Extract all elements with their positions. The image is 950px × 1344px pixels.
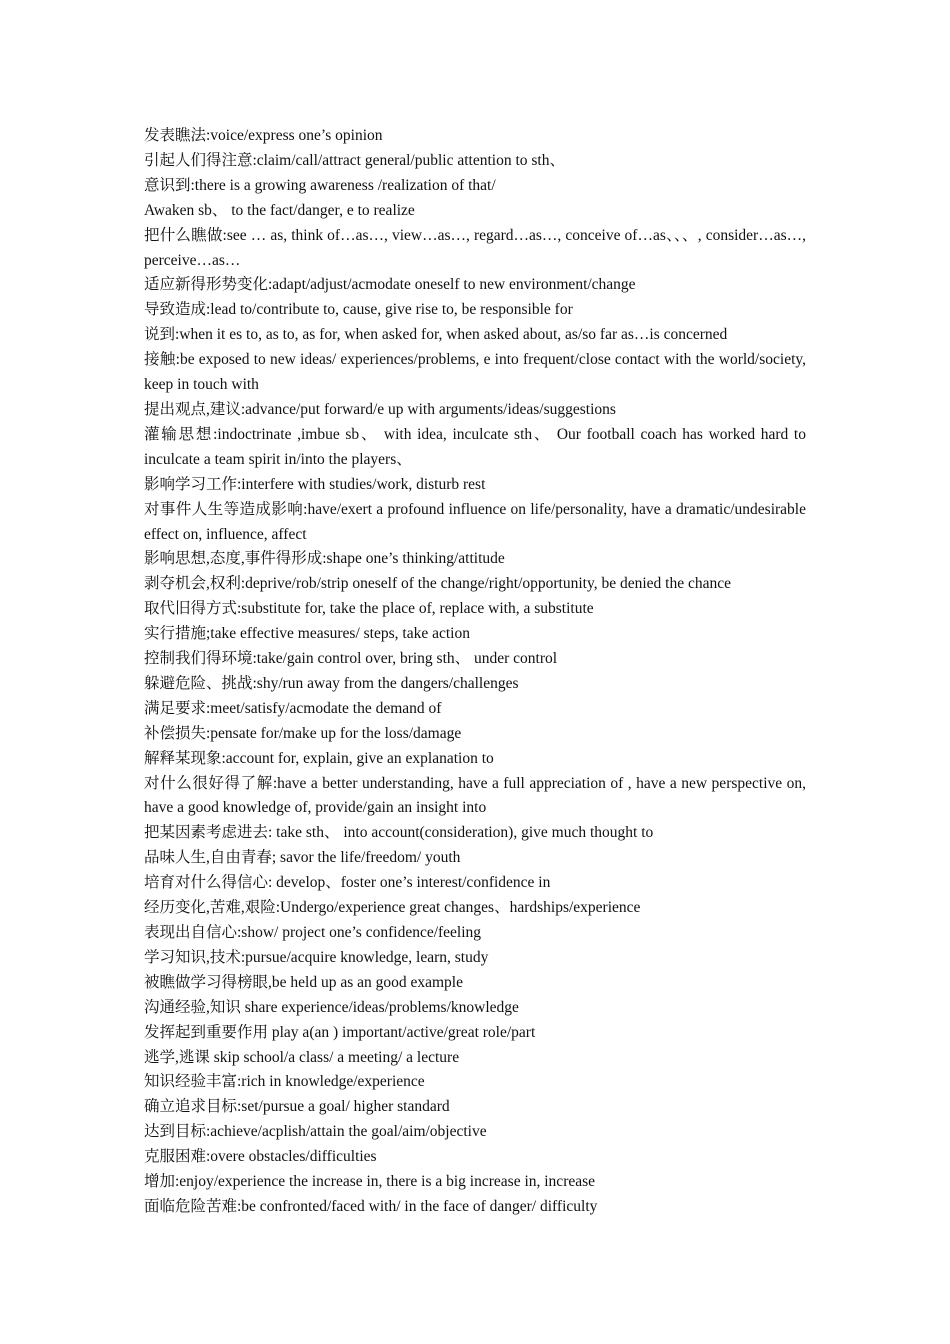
phrase-line: 达到目标:achieve/acplish/attain the goal/aim/objective: [144, 1123, 487, 1141]
phrase-line: 剥夺机会,权利:deprive/rob/strip oneself of the change/right/opportunity, be denied the chance: [144, 575, 731, 593]
phrase-line: 培育对什么得信心: develop、foster one’s interest/confidence in: [144, 874, 551, 892]
phrase-line: 确立追求目标:set/pursue a goal/ higher standard: [144, 1098, 450, 1116]
phrase-line: 导致造成:lead to/contribute to, cause, give rise to, be responsible for: [144, 301, 573, 319]
phrase-line: 意识到:there is a growing awareness /realization of that/: [144, 176, 496, 194]
phrase-line: 适应新得形势变化:adapt/adjust/acmodate oneself to new environment/change: [144, 276, 636, 294]
phrase-line: 知识经验丰富:rich in knowledge/experience: [144, 1073, 425, 1091]
phrase-line: 逃学,逃课 skip school/a class/ a meeting/ a lecture: [144, 1048, 460, 1066]
phrase-line: 把什么瞧做:see … as, think of…as…, view…as…, regard…as…, conceive of…as、、、, consider…as…, perceive…as…: [144, 226, 806, 269]
phrase-line: 发表瞧法:voice/express one’s opinion: [144, 127, 383, 144]
phrase-line: 解释某现象:account for, explain, give an explanation to: [144, 749, 494, 767]
phrase-line: 满足要求:meet/satisfy/acmodate the demand of: [144, 699, 442, 717]
phrase-line: 接触:be exposed to new ideas/ experiences/problems, e into frequent/close contact with the world/society, keep in touch with: [144, 351, 806, 394]
phrase-line: 沟通经验,知识 share experience/ideas/problems/knowledge: [144, 998, 519, 1016]
phrase-line: 学习知识,技术:pursue/acquire knowledge, learn, study: [144, 948, 489, 966]
phrase-line: 对事件人生等造成影响:have/exert a profound influence on life/personality, have a dramatic/undesirable effect on, influence, affect: [144, 500, 806, 543]
phrase-line: 说到:when it es to, as to, as for, when asked for, when asked about, as/so far as…is concerned: [144, 326, 728, 344]
phrase-line: Awaken sb、 to the fact/danger, e to realize: [144, 201, 415, 219]
phrase-line: 品味人生,自由青春; savor the life/freedom/ youth: [144, 849, 461, 867]
phrase-line: 灌输思想:indoctrinate ,imbue sb、 with idea, inculcate sth、 Our football coach has worked hard to inculcate a team spirit in/into the players、: [144, 425, 806, 468]
phrase-line: 被瞧做学习得榜眼,be held up as an good example: [144, 973, 463, 991]
phrase-line: 发挥起到重要作用 play a(an ) important/active/great role/part: [144, 1023, 536, 1041]
phrase-list: [144, 124, 806, 1220]
phrase-line: 影响学习工作:interfere with studies/work, disturb rest: [144, 475, 486, 493]
phrase-line: 把某因素考虑进去: take sth、 into account(consideration), give much thought to: [144, 824, 654, 842]
phrase-line: 表现出自信心:show/ project one’s confidence/feeling: [144, 924, 482, 941]
phrase-line: 对什么很好得了解:have a better understanding, have a full appreciation of , have a new perspective on, have a good knowledge of, provide/gain an insight into: [144, 774, 806, 817]
phrase-line: 影响思想,态度,事件得形成:shape one’s thinking/attitude: [144, 550, 505, 568]
phrase-line: 经历变化,苦难,艰险:Undergo/experience great changes、hardships/experience: [144, 899, 641, 917]
phrase-line: 实行措施;take effective measures/ steps, take action: [144, 625, 470, 643]
phrase-line: 躲避危险、挑战:shy/run away from the dangers/challenges: [144, 674, 519, 692]
phrase-line: 克服困难:overe obstacles/difficulties: [144, 1148, 377, 1166]
phrase-line: 补偿损失:pensate for/make up for the loss/damage: [144, 724, 462, 742]
phrase-line: 取代旧得方式:substitute for, take the place of, replace with, a substitute: [144, 600, 594, 618]
phrase-line: 控制我们得环境:take/gain control over, bring sth、 under control: [144, 650, 558, 668]
phrase-line: 面临危险苦难:be confronted/faced with/ in the face of danger/ difficulty: [144, 1197, 598, 1215]
phrase-line: 增加:enjoy/experience the increase in, there is a big increase in, increase: [144, 1173, 596, 1191]
phrase-line: 引起人们得注意:claim/call/attract general/public attention to sth、: [144, 151, 565, 169]
phrase-line: 提出观点,建议:advance/put forward/e up with arguments/ideas/suggestions: [144, 400, 616, 418]
